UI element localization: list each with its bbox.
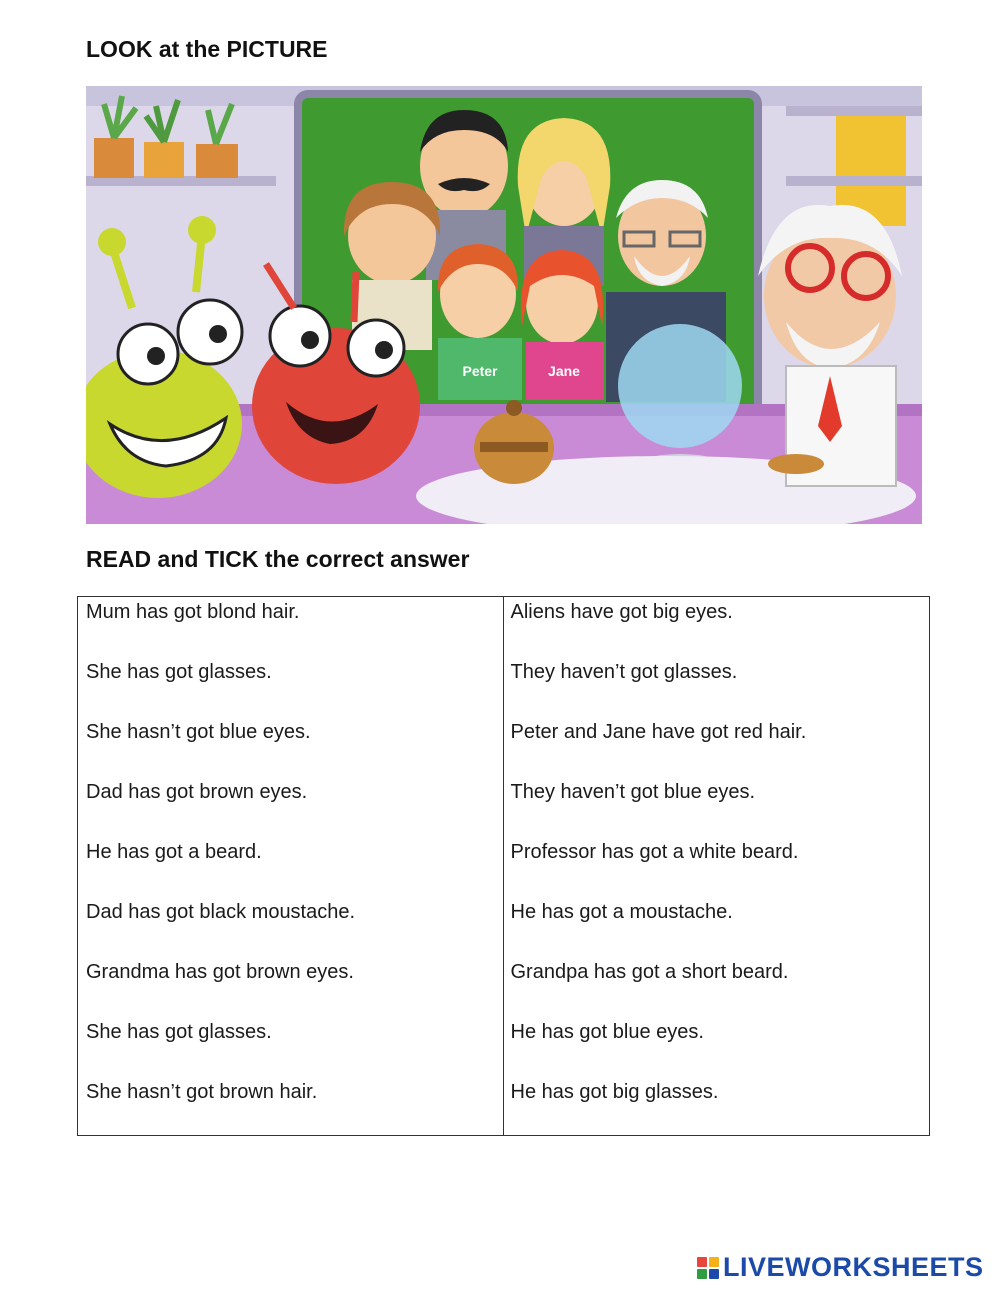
- statement[interactable]: She hasn’t got blue eyes.: [86, 721, 311, 743]
- left-column: [78, 597, 504, 1135]
- statement[interactable]: She has got glasses.: [86, 661, 272, 683]
- statement[interactable]: Mum has got blond hair.: [86, 601, 300, 623]
- statement[interactable]: He has got big glasses.: [510, 1081, 719, 1103]
- shirt-label-jane: Jane: [548, 363, 580, 379]
- statement[interactable]: He has got a beard.: [86, 841, 262, 863]
- statement[interactable]: They haven’t got glasses.: [510, 661, 738, 683]
- answer-table: [77, 596, 930, 1136]
- statement[interactable]: Dad has got brown eyes.: [86, 781, 308, 803]
- section-heading-read: READ and TICK the correct answer: [86, 546, 470, 572]
- statement[interactable]: Grandpa has got a short beard.: [510, 961, 789, 983]
- statement[interactable]: Peter and Jane have got red hair.: [510, 721, 807, 743]
- statement[interactable]: Aliens have got big eyes.: [510, 601, 733, 623]
- logo-text: LIVEWORKSHEETS: [723, 1252, 984, 1282]
- right-column: [504, 597, 930, 1135]
- shirt-label-peter: Peter: [462, 363, 498, 379]
- statement[interactable]: She has got glasses.: [86, 1021, 272, 1043]
- family-illustration: [86, 86, 922, 524]
- section-heading-look: LOOK at the PICTURE: [86, 36, 328, 62]
- statement[interactable]: She hasn’t got brown hair.: [86, 1081, 318, 1103]
- liveworksheets-logo: [697, 1252, 984, 1283]
- statement[interactable]: He has got a moustache.: [510, 901, 733, 923]
- statement[interactable]: Grandma has got brown eyes.: [86, 961, 354, 983]
- statement[interactable]: Professor has got a white beard.: [510, 841, 799, 863]
- statement[interactable]: Dad has got black moustache.: [86, 901, 356, 923]
- statement[interactable]: He has got blue eyes.: [510, 1021, 704, 1043]
- logo-squares-icon: [697, 1257, 719, 1279]
- statement[interactable]: They haven’t got blue eyes.: [510, 781, 756, 803]
